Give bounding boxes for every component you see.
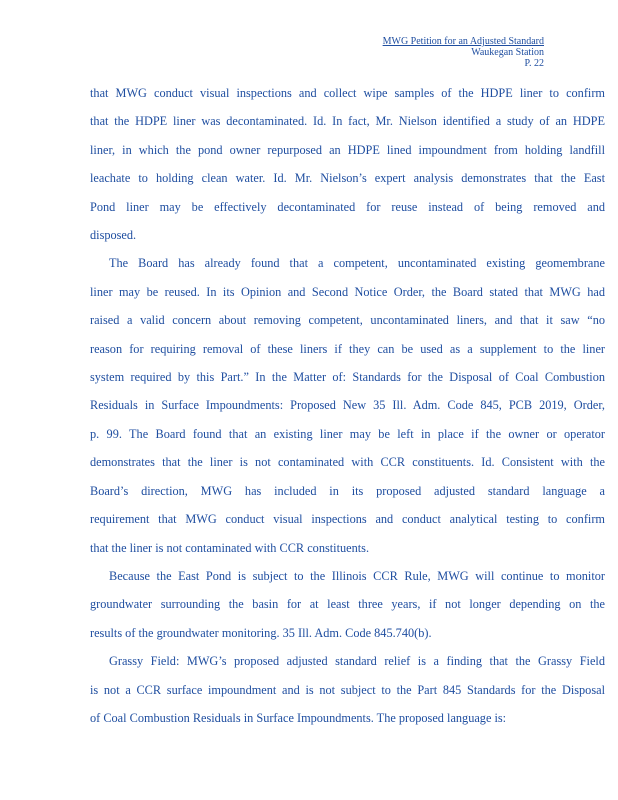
text-line: Board’s direction, MWG has included in its proposed adjusted standard language a: [90, 483, 605, 498]
text-line: system required by this Part.” In the Matter of: Standards for the Disposal of Coal Combustion: [90, 370, 605, 385]
text-line: that the HDPE liner was decontaminated. Id. In fact, Mr. Nielson identified a study of an HDPE: [90, 114, 605, 129]
text-line: Pond liner may be effectively decontaminated for reuse instead of being removed and: [90, 199, 605, 214]
paragraph-1: [90, 79, 605, 249]
text-line: that the liner is not contaminated with CCR constituents.: [90, 540, 370, 555]
text-line: is not a CCR surface impoundment and is not subject to the Part 845 Standards for the Disposal: [90, 682, 605, 697]
text-line: of Coal Combustion Residuals in Surface Impoundments. The proposed language is:: [90, 710, 507, 725]
text-line: Residuals in Surface Impoundments: Proposed New 35 Ill. Adm. Code 845, PCB 2019, Order,: [90, 398, 605, 413]
text-line: disposed.: [90, 228, 137, 243]
text-line: leachate to holding clean water. Id. Mr. Nielson’s expert analysis demonstrates that the East: [90, 171, 605, 186]
text-line: Grassy Field: MWG’s proposed adjusted standard relief is a finding that the Grassy Field: [109, 654, 605, 669]
paragraph-3: [90, 562, 605, 647]
paragraph-4: [90, 647, 605, 732]
text-line: liner, in which the pond owner repurposed an HDPE lined impoundment from holding landfill: [90, 142, 605, 157]
header-page-number: P. 22: [524, 58, 544, 69]
header-station: Waukegan Station: [471, 47, 544, 58]
text-line: requirement that MWG conduct visual inspections and conduct analytical testing to confirm: [90, 512, 605, 527]
text-line: groundwater surrounding the basin for at least three years, if not longer depending on the: [90, 597, 605, 612]
header-title: MWG Petition for an Adjusted Standard: [382, 36, 544, 47]
page-header: [383, 36, 544, 69]
text-line: reason for requiring removal of these liners if they can be used as a supplement to the liner: [90, 341, 605, 356]
document-body: [90, 79, 605, 732]
text-line: Because the East Pond is subject to the Illinois CCR Rule, MWG will continue to monitor: [109, 568, 605, 583]
text-line: demonstrates that the liner is not contaminated with CCR constituents. Id. Consistent with the: [90, 455, 605, 470]
text-line: results of the groundwater monitoring. 35 Ill. Adm. Code 845.740(b).: [90, 625, 432, 640]
text-line: that MWG conduct visual inspections and collect wipe samples of the HDPE liner to confirm: [90, 86, 605, 100]
paragraph-2: [90, 249, 605, 561]
text-line: liner may be reused. In its Opinion and Second Notice Order, the Board stated that MWG had: [90, 284, 605, 299]
text-line: The Board has already found that a competent, uncontaminated existing geomembrane: [109, 256, 605, 271]
text-line: p. 99. The Board found that an existing liner may be left in place if the owner or operator: [90, 426, 605, 441]
text-line: raised a valid concern about removing competent, uncontaminated liners, and that it saw “no: [90, 313, 605, 328]
